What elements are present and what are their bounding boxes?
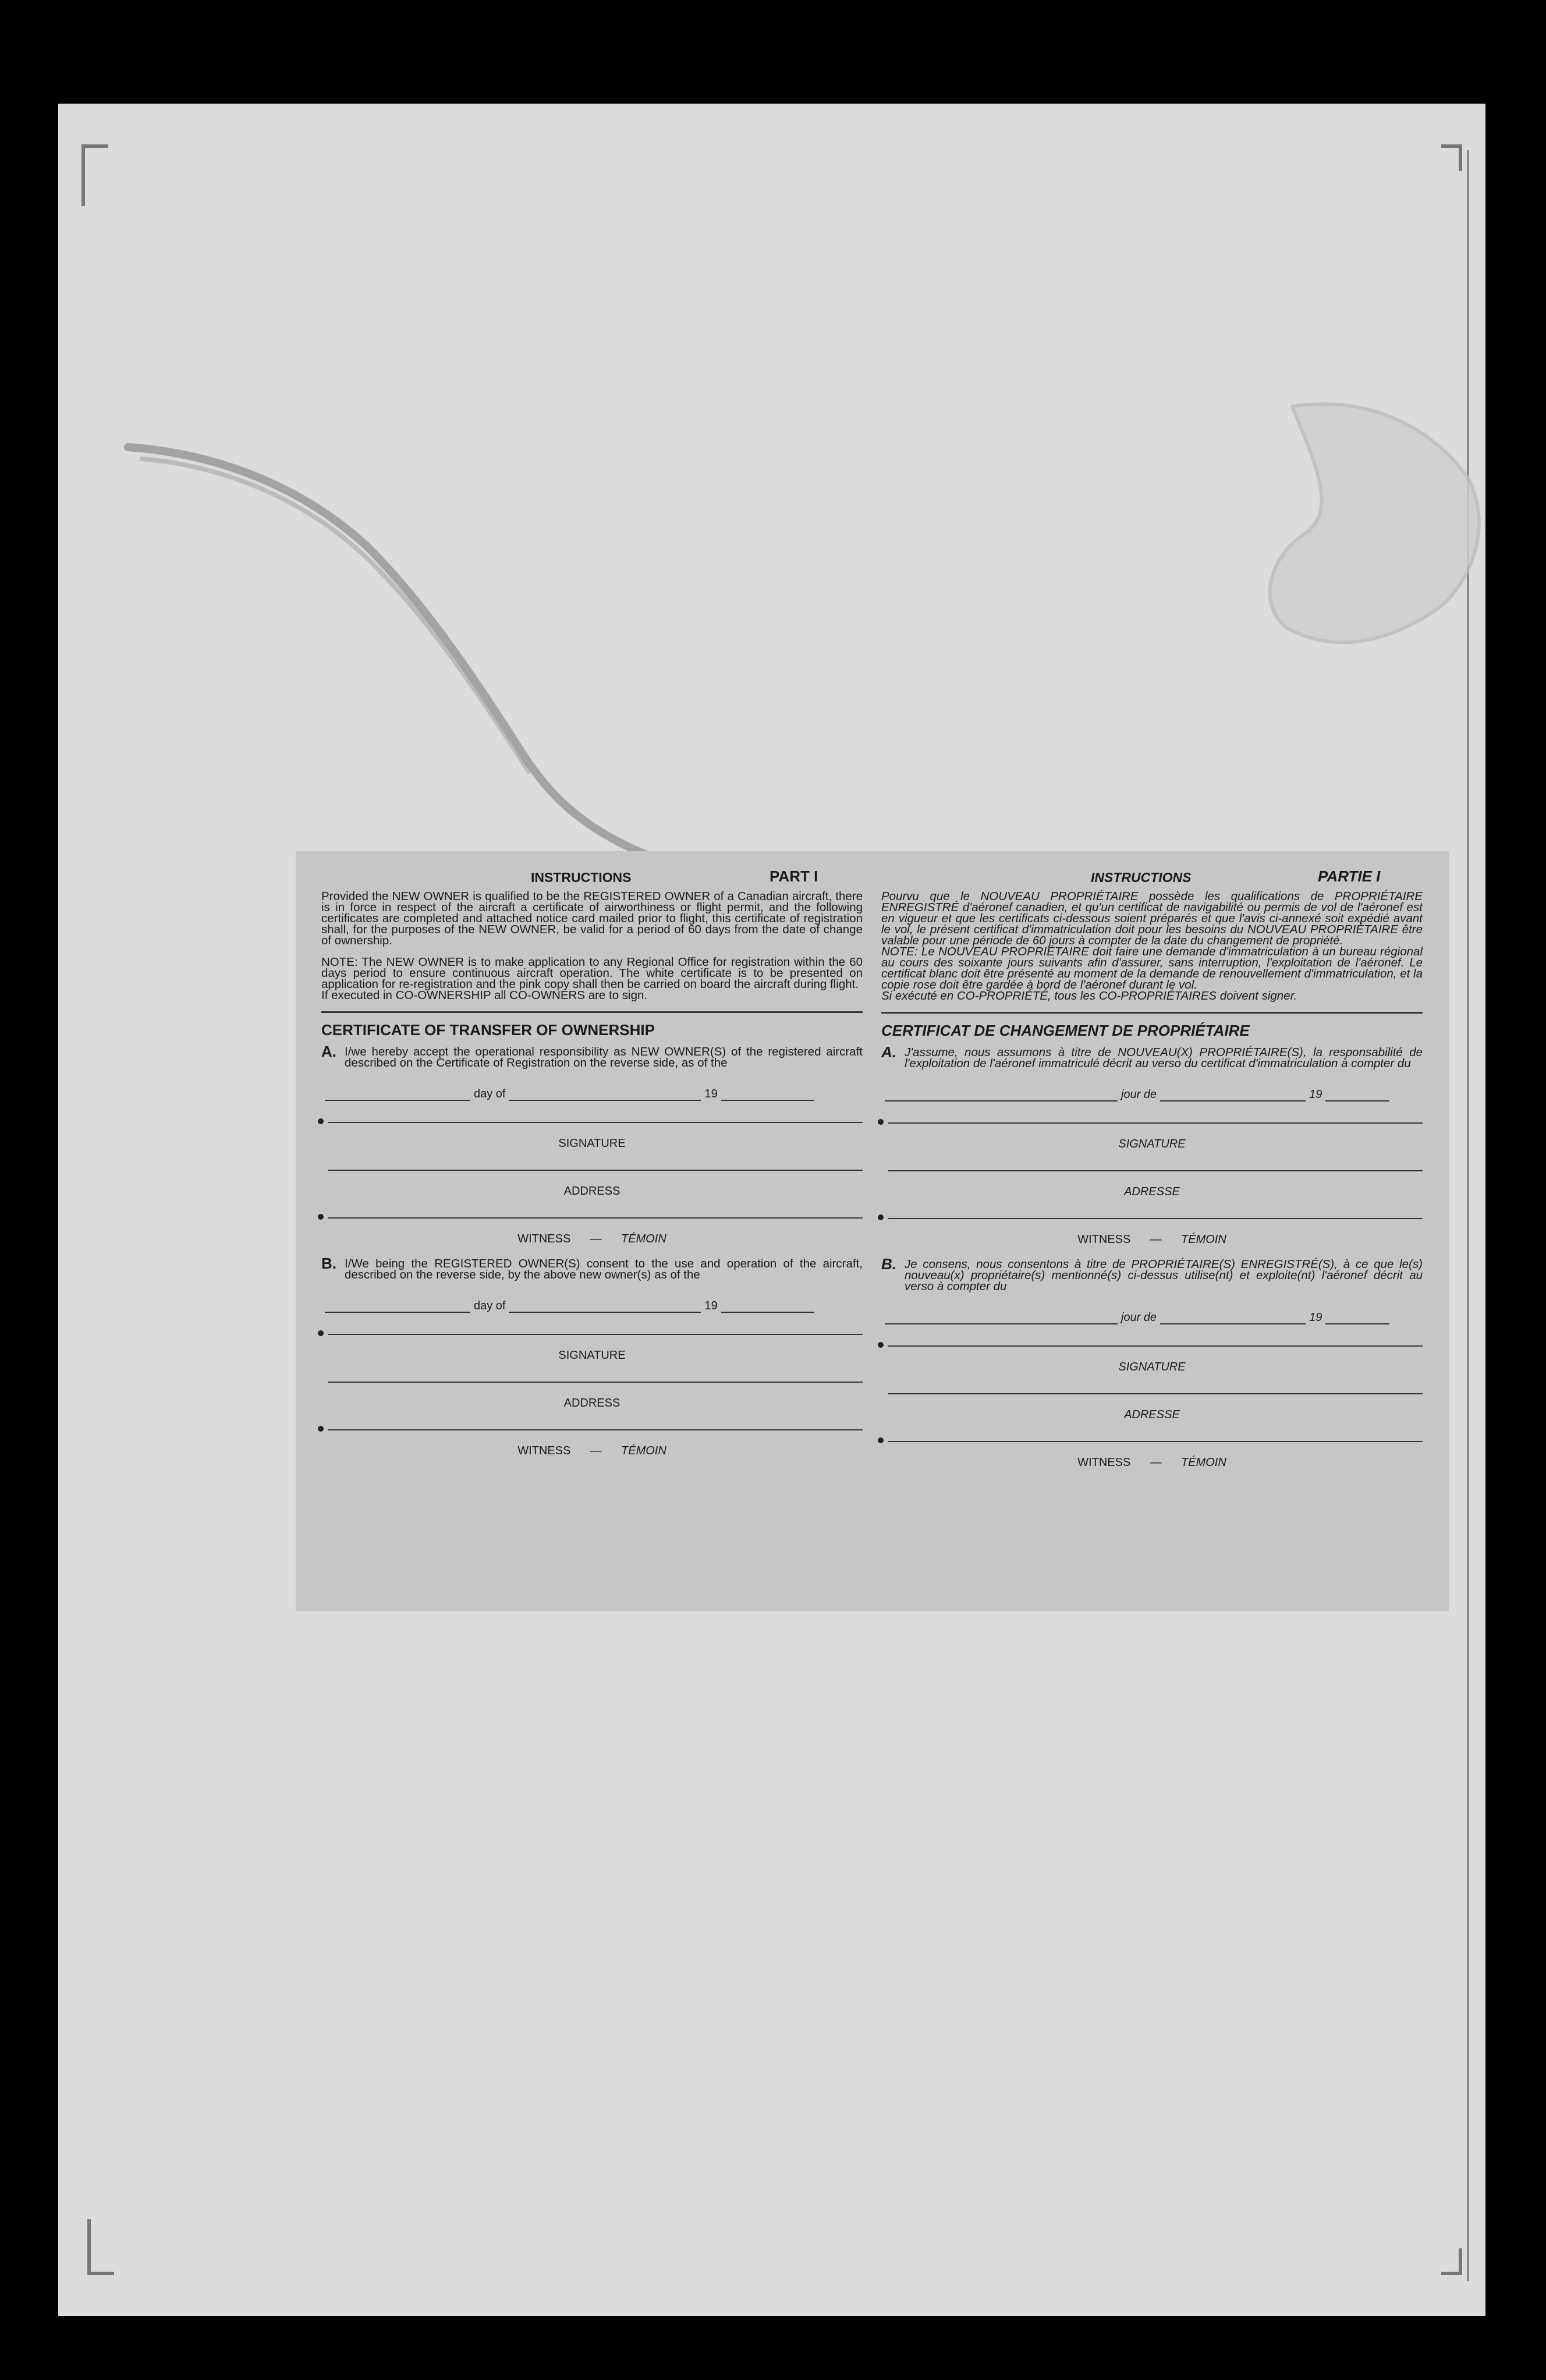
jour-de-label: jour de bbox=[1121, 1088, 1157, 1101]
instructions-heading: INSTRUCTIONS bbox=[531, 870, 632, 885]
crop-mark-bottom-right bbox=[1441, 2248, 1462, 2275]
section-b-text: Je consens, nous consentons à titre de PROPRIÉTAIRE(S) ENREGISTRÉ(S), à ce que le(s) nouveau(x) propriétaire(s) mentionné(s) ci-dessus utilise(nt) et exploite(nt) l'aéronef décrit au verso à compter du bbox=[905, 1258, 1423, 1293]
month-field[interactable] bbox=[509, 1312, 701, 1313]
section-a-text: I/we hereby accept the operational responsibility as NEW OWNER(S) of the registered aircraft described on the Certificate of Registration on the reverse side, as of the bbox=[345, 1045, 863, 1069]
address-label: ADDRESS bbox=[563, 1185, 620, 1198]
signature-label: SIGNATURE bbox=[1118, 1361, 1186, 1373]
note-text: NOTE: Le NOUVEAU PROPRIÉTAIRE doit faire une demande d'immatriculation à un bureau régional au cours des soixante jours suivants afin d'assurer, sans interruption, l'exploitation de l'aéronef. Le certificat blanc doit être présenté au moment de la demande de renouvellement d'immatriculation, et la copie rose doit être gardée à bord de l'aéronef durant le vol. bbox=[881, 945, 1423, 991]
section-a-text: J'assume, nous assumons à titre de NOUVEAU(X) PROPRIÉTAIRE(S), la responsabilité de l'exploitation de l'aéronef immatriculé décrit au verso du certificat d'immatriculation à compter du bbox=[905, 1046, 1423, 1070]
address-line[interactable] bbox=[881, 1376, 1423, 1406]
signature-line[interactable] bbox=[321, 1316, 863, 1347]
crop-mark-top-left bbox=[81, 144, 108, 206]
year-prefix: 19 bbox=[704, 1088, 718, 1100]
french-header bbox=[881, 867, 1423, 891]
crop-mark-bottom-left bbox=[87, 2219, 114, 2275]
date-line-a bbox=[881, 1078, 1423, 1102]
instructions-text: Pourvu que le NOUVEAU PROPRIÉTAIRE possède les qualifications de PROPRIÉTAIRE ENREGISTRÉ d'aéronef canadien, et qu'un certificat de navigabilité ou permis de vol de l'aéronef est en vigueur et que les certificats ci-dessous soient préparés et que l'avis ci-annexé soit expédié avant le vol, le présent certificat d'immatriculation doit pour les besoins du NOUVEAU PROPRIÉTAIRE être valable pour une période de 60 jours à compter de la date du changement de propriété. bbox=[881, 890, 1423, 947]
witness-dash: — bbox=[1150, 1456, 1162, 1469]
month-field[interactable] bbox=[1160, 1100, 1306, 1102]
year-field[interactable] bbox=[1325, 1323, 1389, 1324]
section-a bbox=[881, 1043, 1423, 1070]
witness-dash: — bbox=[1150, 1233, 1162, 1246]
section-divider bbox=[881, 1012, 1423, 1014]
witness-text: WITNESS bbox=[517, 1444, 571, 1457]
instructions-heading: INSTRUCTIONS bbox=[1091, 870, 1192, 885]
day-field[interactable] bbox=[325, 1100, 470, 1101]
year-prefix: 19 bbox=[704, 1299, 718, 1312]
address-label: ADDRESS bbox=[563, 1397, 620, 1409]
witness-text: WITNESS bbox=[1077, 1233, 1131, 1246]
date-line-a bbox=[321, 1078, 863, 1101]
address-label: ADRESSE bbox=[1124, 1408, 1180, 1421]
day-field[interactable] bbox=[885, 1100, 1118, 1102]
section-b-text: I/We being the REGISTERED OWNER(S) consent to the use and operation of the aircraft, described on the reverse side, by the above new owner(s) as of the bbox=[345, 1257, 863, 1281]
day-field[interactable] bbox=[885, 1323, 1118, 1324]
signature-line[interactable] bbox=[881, 1328, 1423, 1358]
date-line-b bbox=[321, 1290, 863, 1313]
month-field[interactable] bbox=[509, 1100, 701, 1101]
section-a-letter: A. bbox=[881, 1043, 896, 1061]
witness-line[interactable] bbox=[321, 1412, 863, 1442]
witness-line[interactable] bbox=[881, 1200, 1423, 1231]
jour-de-label: jour de bbox=[1121, 1311, 1157, 1324]
signature-label: SIGNATURE bbox=[558, 1137, 626, 1150]
signature-label: SIGNATURE bbox=[1118, 1138, 1186, 1150]
section-divider bbox=[321, 1011, 863, 1013]
date-line-b bbox=[881, 1301, 1423, 1324]
signature-line[interactable] bbox=[321, 1104, 863, 1135]
section-b bbox=[321, 1255, 863, 1281]
year-prefix: 19 bbox=[1309, 1088, 1322, 1101]
signature-label: SIGNATURE bbox=[558, 1349, 626, 1362]
witness-text: WITNESS bbox=[517, 1232, 571, 1245]
part-label: PART I bbox=[770, 867, 818, 885]
address-line[interactable] bbox=[321, 1152, 863, 1182]
french-column bbox=[881, 867, 1423, 1471]
address-line[interactable] bbox=[321, 1364, 863, 1394]
signature-line[interactable] bbox=[881, 1105, 1423, 1135]
witness-line[interactable] bbox=[881, 1423, 1423, 1454]
witness-label bbox=[321, 1230, 863, 1248]
temoin-text: TÉMOIN bbox=[1181, 1456, 1226, 1469]
witness-label bbox=[881, 1454, 1423, 1471]
month-field[interactable] bbox=[1160, 1323, 1306, 1324]
witness-label bbox=[881, 1231, 1423, 1248]
english-column bbox=[321, 867, 863, 1460]
section-b bbox=[881, 1255, 1423, 1293]
witness-dash: — bbox=[590, 1232, 602, 1245]
day-field[interactable] bbox=[325, 1312, 470, 1313]
english-header bbox=[321, 867, 863, 891]
year-field[interactable] bbox=[721, 1312, 814, 1313]
certificate-title: CERTIFICAT DE CHANGEMENT DE PROPRIÉTAIRE bbox=[881, 1022, 1250, 1039]
witness-line[interactable] bbox=[321, 1200, 863, 1230]
part-label: PARTIE I bbox=[1318, 867, 1381, 885]
day-of-label: day of bbox=[474, 1088, 506, 1100]
year-prefix: 19 bbox=[1309, 1311, 1322, 1324]
section-a bbox=[321, 1043, 863, 1069]
year-field[interactable] bbox=[721, 1100, 814, 1101]
note-text: NOTE: The NEW OWNER is to make application to any Regional Office for registration within the 60 days period to ensure continuous aircraft operation. The white certificate is to be presented on application for re-registration and the pink copy shall then be carried on board the aircraft during flight. bbox=[321, 955, 863, 991]
tape-residue-mark bbox=[122, 430, 821, 866]
address-line[interactable] bbox=[881, 1153, 1423, 1183]
coowner-text: If executed in CO-OWNERSHIP all CO-OWNERS are to sign. bbox=[321, 989, 648, 1002]
witness-dash: — bbox=[590, 1444, 602, 1457]
section-a-letter: A. bbox=[321, 1043, 336, 1060]
crop-mark-top-right bbox=[1441, 144, 1462, 171]
year-field[interactable] bbox=[1325, 1100, 1389, 1102]
coowner-text: Si exécuté en CO-PROPRIÉTÉ, tous les CO-PROPRIÉTAIRES doivent signer. bbox=[881, 989, 1297, 1003]
temoin-text: TÉMOIN bbox=[621, 1444, 666, 1457]
witness-text: WITNESS bbox=[1077, 1456, 1131, 1469]
temoin-text: TÉMOIN bbox=[621, 1232, 666, 1245]
stain-mark bbox=[1222, 383, 1502, 686]
address-label: ADRESSE bbox=[1124, 1185, 1180, 1198]
section-b-letter: B. bbox=[321, 1255, 336, 1272]
temoin-text: TÉMOIN bbox=[1181, 1233, 1226, 1246]
certificate-title: CERTIFICATE OF TRANSFER OF OWNERSHIP bbox=[321, 1021, 655, 1039]
ownership-transfer-form bbox=[296, 851, 1449, 1611]
instructions-text: Provided the NEW OWNER is qualified to be the REGISTERED OWNER of a Canadian aircraft, there is in force in respect of the aircraft a certificate of airworthiness or flight permit, and the following certificates are completed and attached notice card mailed prior to flight, this certificate of registration shall, for the purposes of the NEW OWNER, be valid for a period of 60 days from the date of change of ownership. bbox=[321, 890, 863, 947]
witness-label bbox=[321, 1442, 863, 1460]
day-of-label: day of bbox=[474, 1299, 506, 1312]
section-b-letter: B. bbox=[881, 1255, 896, 1273]
